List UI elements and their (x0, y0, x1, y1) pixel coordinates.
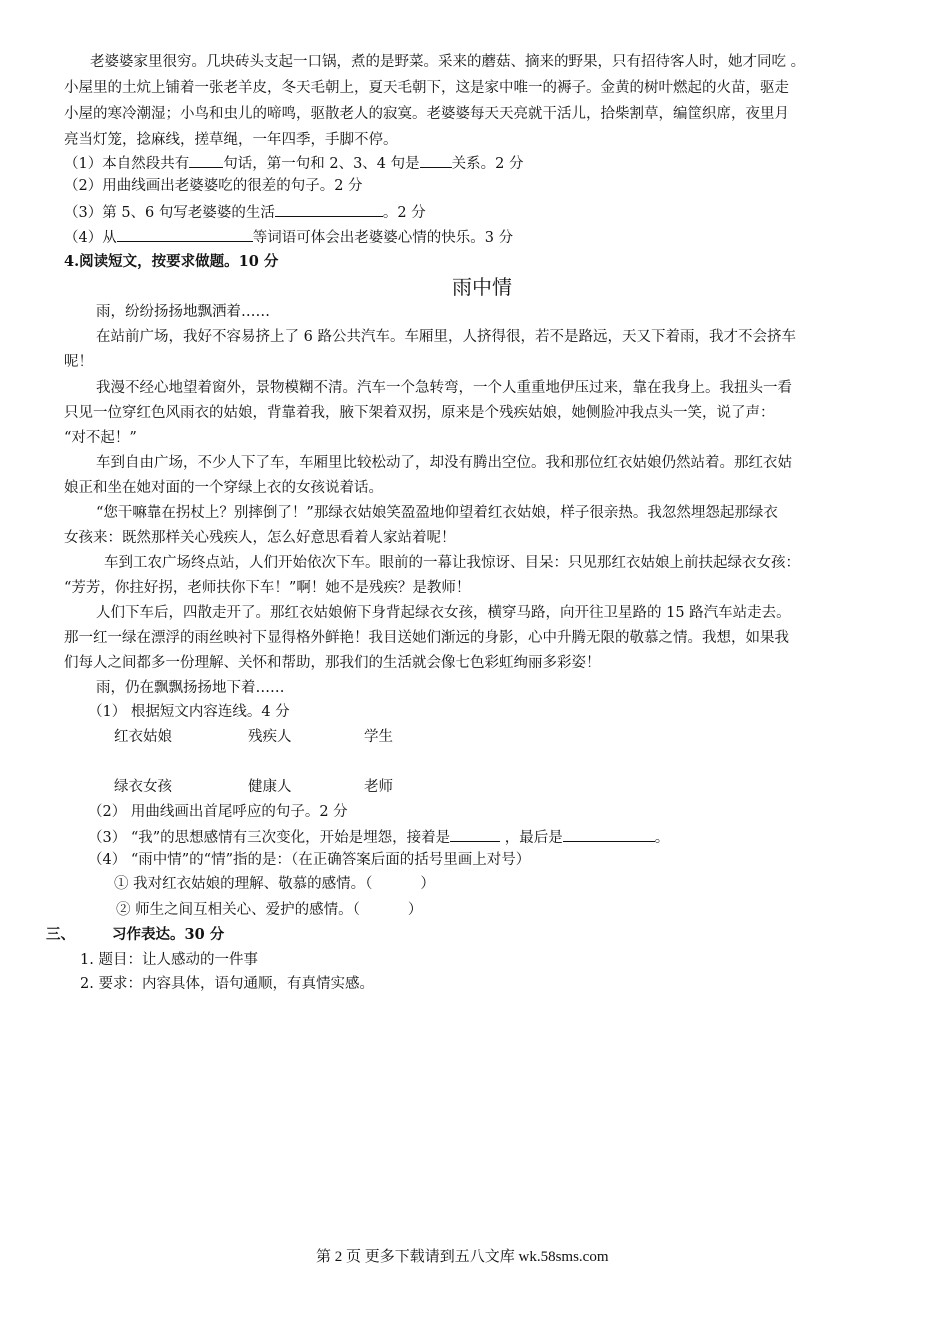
story-line: 雨，纷纷扬扬地飘洒着…… (96, 304, 270, 320)
question-text: （3）第 5、6 句写老婆婆的生活 (64, 205, 275, 221)
match-mid-item[interactable]: 残疾人 (248, 729, 292, 745)
answer-blank[interactable] (117, 226, 253, 242)
story-line: 车到自由广场，不少人下了车，车厢里比较松动了，却没有腾出空位。我和那位红衣姑娘仍然站着。那红衣姑 (96, 455, 792, 471)
option-text: ① 我对红衣姑娘的理解、敬慕的感情。（ (114, 876, 373, 892)
passage1-line-2: 小屋里的土炕上铺着一张老羊皮，冬天毛朝上，夏天毛朝下，这是家中唯一的褥子。金黄的树叶燃起的火苗，驱走 (64, 80, 789, 96)
story-line: “您干嘛靠在拐杖上？别摔倒了！”那绿衣姑娘笑盈盈地仰望着红衣姑娘，样子很亲热。我忽然埋怨起那绿衣 (96, 505, 778, 521)
match-left-item[interactable]: 红衣姑娘 (114, 729, 172, 745)
question-text: 句话，第一句和 2、3、4 句是 (223, 156, 420, 172)
story-line: “对不起！” (64, 430, 137, 446)
story-line: 在站前广场，我好不容易挤上了 6 路公共汽车。车厢里，人挤得很，若不是路远，天又下着雨，我才不会挤车 (96, 329, 796, 345)
question-text: ，最后是 (500, 830, 563, 846)
question-1-3 (64, 201, 426, 223)
option-2 (116, 900, 422, 920)
answer-blank[interactable] (450, 826, 500, 842)
question-4-2: （2） 用曲线画出首尾呼应的句子。2 分 (88, 804, 348, 820)
composition-topic: 1. 题目：让人感动的一件事 (80, 952, 258, 968)
story-line: 娘正和坐在她对面的一个穿绿上衣的女孩说着话。 (64, 480, 383, 496)
story-line: 呢！ (64, 354, 93, 370)
question-text: （1）本自然段共有 (64, 156, 190, 172)
story-line: 女孩来：既然那样关心残疾人，怎么好意思看着人家站着呢！ (64, 530, 456, 546)
question-text: 关系。2 分 (451, 156, 524, 172)
passage1-line-1: 老婆婆家里很穷。几块砖头支起一口锅，煮的是野菜。采来的蘑菇、摘来的野果，只有招待客人时，她才同吃 。 (90, 54, 806, 70)
passage1-line-3: 小屋的寒冷潮湿；小鸟和虫儿的啼鸣，驱散老人的寂寞。老婆婆每天天亮就干活儿，拾柴割草，编筐织席，夜里月 (64, 106, 789, 122)
question-1-2: （2）用曲线画出老婆婆吃的很差的句子。2 分 (64, 178, 363, 194)
question-1-1 (64, 152, 523, 174)
story-line: 雨，仍在飘飘扬扬地下着…… (96, 680, 285, 696)
story-title: 雨中情 (452, 275, 512, 299)
story-line: 人们下车后，四散走开了。那红衣姑娘俯下身背起绿衣女孩，横穿马路，向开往卫星路的 15 路汽车站走去。 (96, 605, 791, 621)
answer-blank[interactable] (420, 152, 452, 168)
story-line: 那一红一绿在漂浮的雨丝映衬下显得格外鲜艳！我目送她们渐远的身影，心中升腾无限的敬慕之情。我想，如果我 (64, 630, 789, 646)
passage1-line-4: 亮当灯笼，捻麻线，搓草绳，一年四季，手脚不停。 (64, 132, 398, 148)
question-text: 。2 分 (382, 205, 426, 221)
question-4-3 (88, 826, 669, 848)
question-1-4 (64, 226, 513, 248)
section-4-heading: 4.阅读短文，按要求做题。10 分 (64, 253, 279, 270)
match-right-item[interactable]: 老师 (364, 779, 393, 795)
match-right-item[interactable]: 学生 (364, 729, 393, 745)
story-line: 们每人之间都多一份理解、关怀和帮助，那我们的生活就会像七色彩虹绚丽多彩姿！ (64, 655, 601, 671)
answer-blank[interactable] (275, 201, 383, 217)
answer-blank[interactable] (189, 152, 223, 168)
section-3-heading: 习作表达。30 分 (112, 926, 225, 943)
answer-blank[interactable] (563, 826, 655, 842)
question-text: 等词语可体会出老婆婆心情的快乐。3 分 (252, 230, 514, 246)
story-line: “芳芳，你拄好拐，老师扶你下车！”啊！她不是残疾？是教师！ (64, 580, 471, 596)
question-4-1: （1） 根据短文内容连线。4 分 (88, 704, 290, 720)
question-4-4: （4） “雨中情”的“情”指的是：（在正确答案后面的括号里画上对号） (88, 852, 531, 868)
match-left-item[interactable]: 绿衣女孩 (114, 779, 172, 795)
composition-requirements: 2. 要求：内容具体，语句通顺，有真情实感。 (80, 976, 374, 992)
option-text: ） (420, 876, 435, 892)
story-line: 我漫不经心地望着窗外，景物模糊不清。汽车一个急转弯，一个人重重地伊压过来，靠在我身上。我扭头一看 (96, 380, 792, 396)
option-text: ② 师生之间互相关心、爱护的感情。（ (116, 902, 360, 918)
question-text: 。 (654, 830, 670, 846)
story-line: 只见一位穿红色风雨衣的姑娘，背靠着我，腋下架着双拐，原来是个残疾姑娘，她侧脸冲我点头一笑，说了声： (64, 405, 775, 421)
match-mid-item[interactable]: 健康人 (248, 779, 292, 795)
question-text: （4）从 (64, 230, 117, 246)
page-footer: 第 2 页 更多下载请到五八文库 wk.58sms.com (316, 1249, 609, 1265)
section-3-number: 三、 (46, 926, 75, 943)
option-text: ） (407, 902, 423, 918)
option-1 (114, 874, 435, 894)
story-line: 车到工农广场终点站，人们开始依次下车。眼前的一幕让我惊讶、目呆：只见那红衣姑娘上前扶起绿衣女孩： (104, 555, 800, 571)
question-text: （3） “我”的思想感情有三次变化，开始是埋怨，接着是 (88, 830, 451, 846)
